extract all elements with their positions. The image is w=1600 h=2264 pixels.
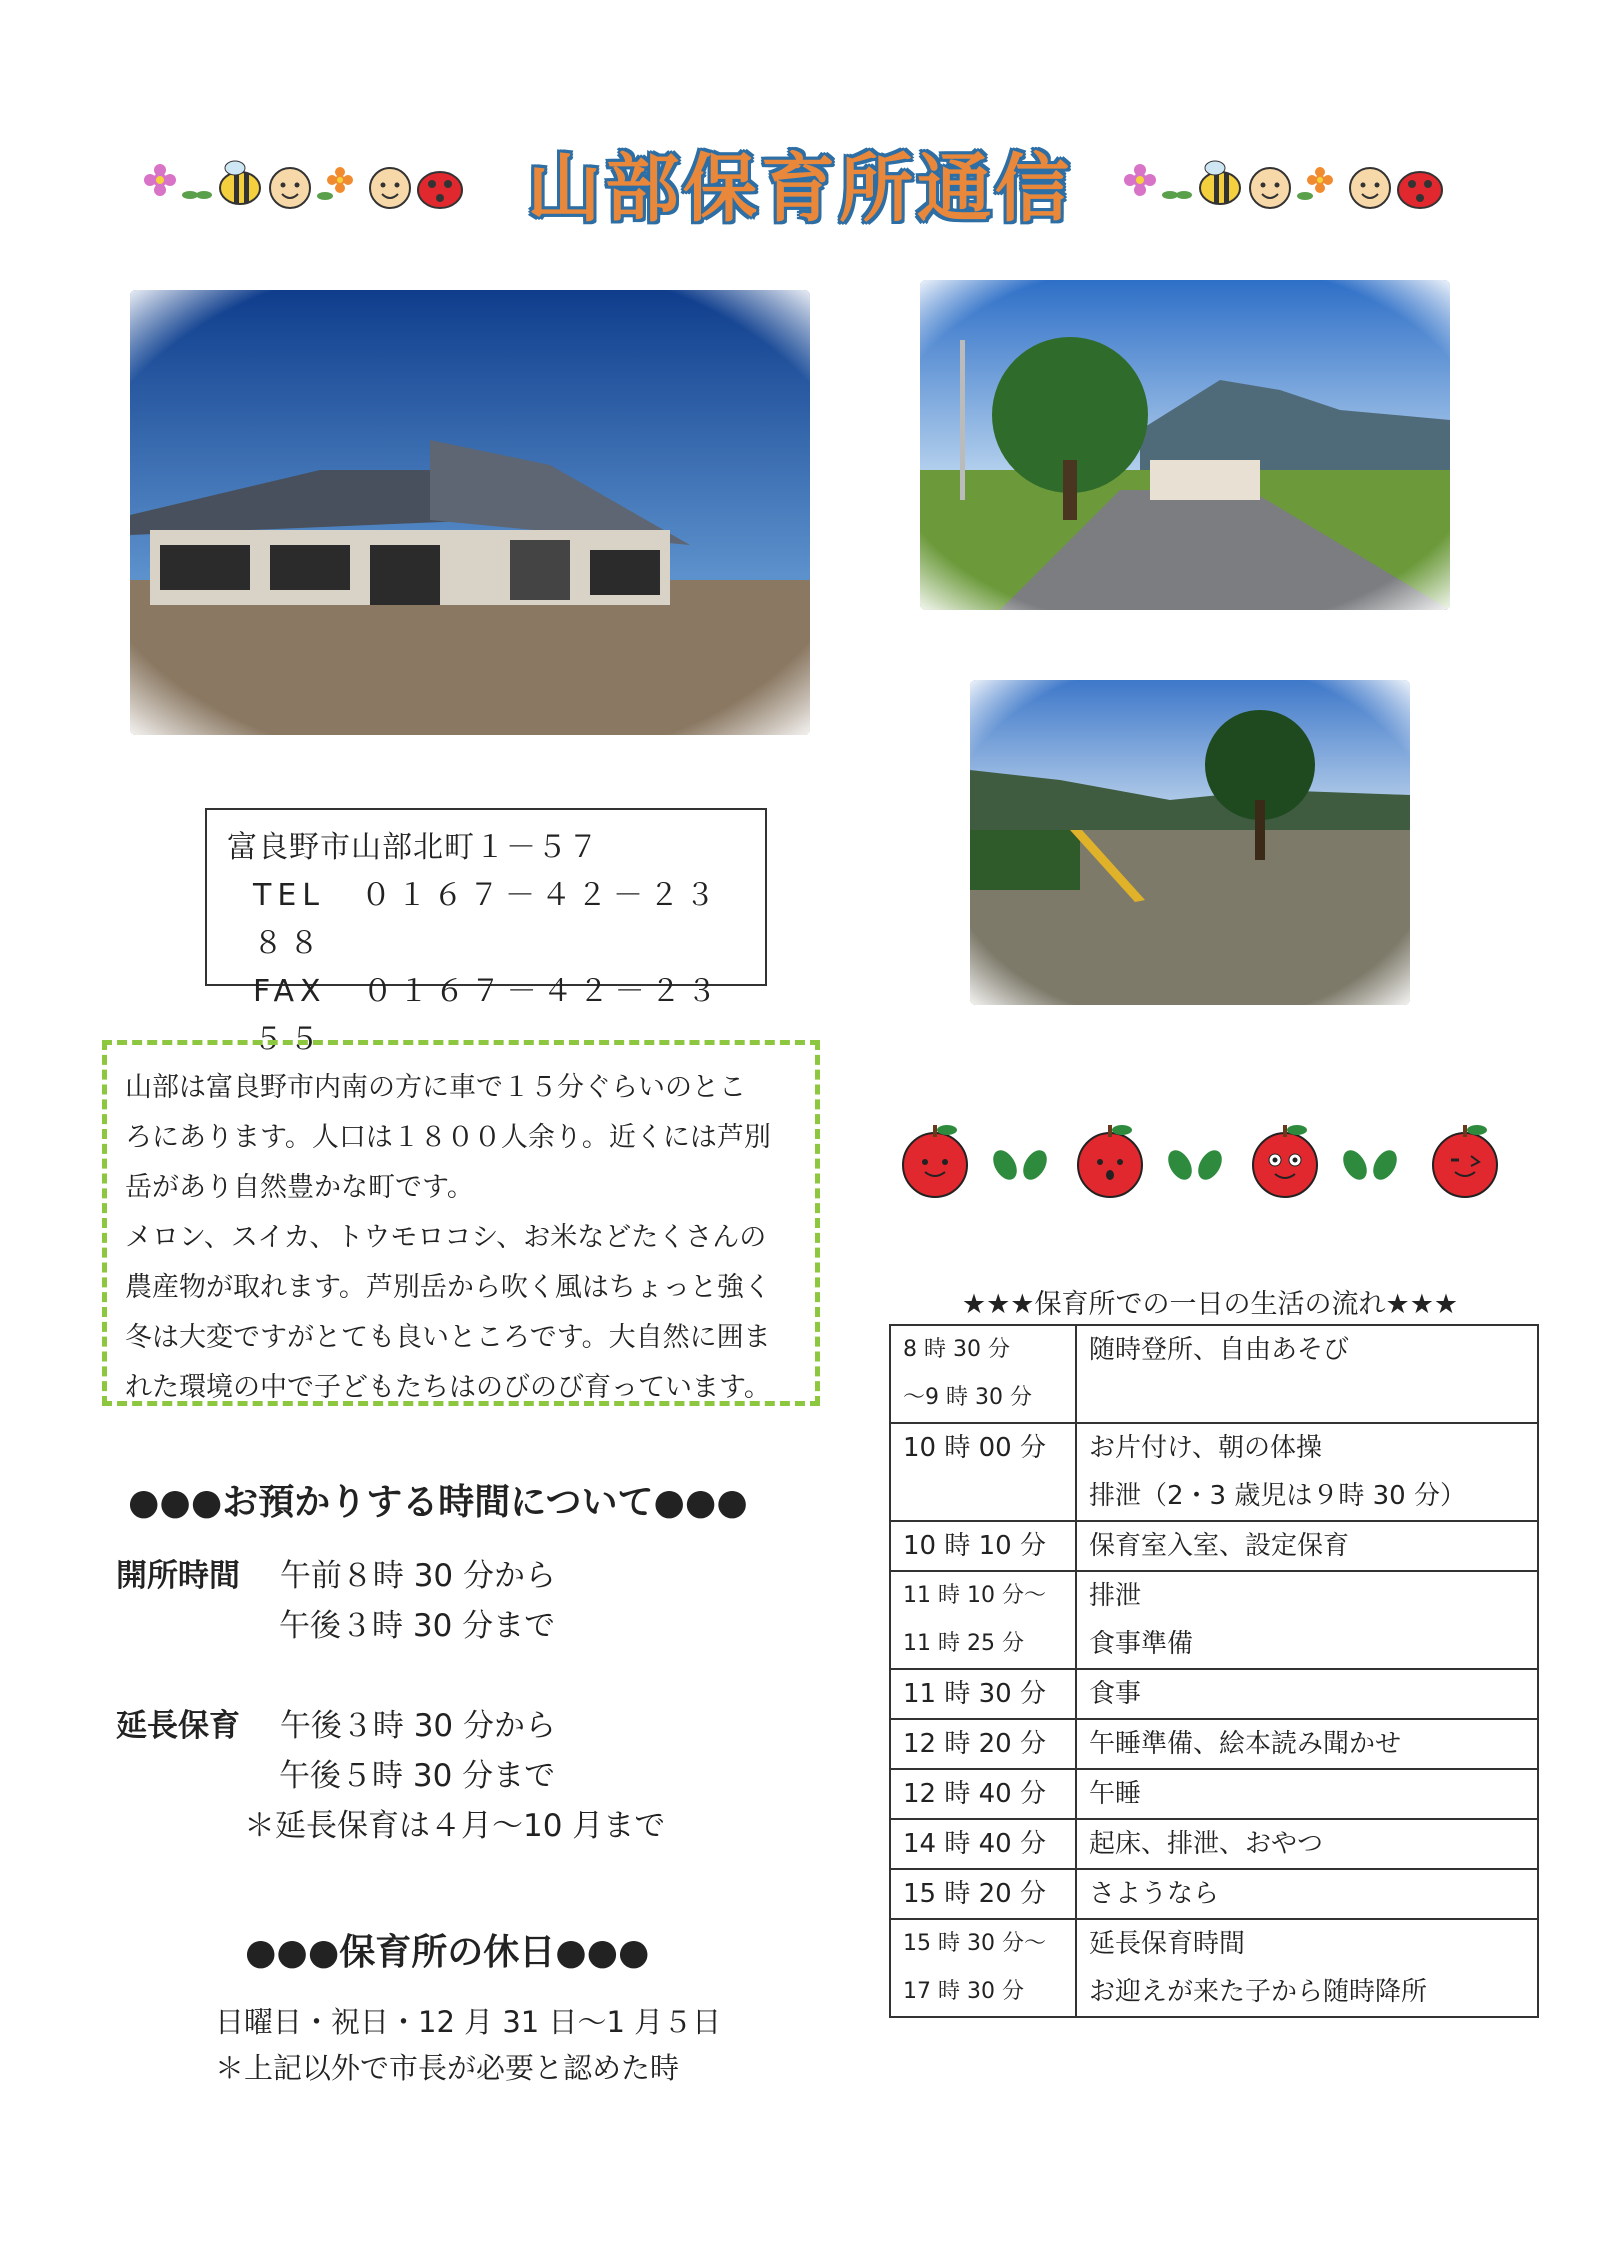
schedule-activity-line: お片付け、朝の体操 [1089, 1433, 1322, 1463]
town-road-photo [920, 280, 1450, 610]
schedule-activity-line: 随時登所、自由あそび [1089, 1335, 1350, 1365]
face-icon [1250, 168, 1290, 208]
face-icon [1350, 168, 1390, 208]
schedule-time-line: 11 時 30 分 [903, 1679, 1046, 1709]
intro-line: れた環境の中で子どもたちはのびのび育っています。 [125, 1372, 771, 1403]
schedule-time-line: 17 時 30 分 [903, 1979, 1024, 2004]
flower-icon [144, 164, 176, 196]
face-icon [270, 168, 310, 208]
apple-icon [1253, 1125, 1317, 1197]
schedule-time-line [903, 1472, 1063, 1520]
schedule-activity-line [1089, 1374, 1525, 1422]
playground-photo [970, 680, 1410, 1005]
ladybug-icon [1398, 172, 1442, 208]
schedule-time [890, 1719, 1076, 1769]
apple-icon [903, 1125, 967, 1197]
open-hours-from: 午前８時 30 分から [279, 1558, 557, 1594]
schedule-time [890, 1869, 1076, 1919]
intro-line: 山部は富良野市内南の方に車で１５分ぐらいのとこ [125, 1072, 746, 1103]
extended-care-from: 午後３時 30 分から [279, 1708, 557, 1744]
schedule-time-line: 12 時 40 分 [903, 1779, 1046, 1809]
schedule-row [890, 1521, 1538, 1571]
open-hours-label: 開所時間 [116, 1558, 240, 1594]
bee-icon [1200, 161, 1240, 204]
hours-heading: ●●●お預かりする時間について●●● [128, 1482, 748, 1523]
schedule-activity-line: 保育室入室、設定保育 [1089, 1531, 1350, 1561]
schedule-activity-line: 排泄 [1089, 1581, 1142, 1611]
apple-icon [1433, 1125, 1497, 1197]
schedule-row [890, 1571, 1538, 1669]
nursery-building-photo [130, 290, 810, 735]
leaf-icon [1338, 1146, 1401, 1184]
schedule-time-line: 11 時 25 分 [903, 1631, 1024, 1656]
leaf-icon [988, 1146, 1051, 1184]
schedule-row [890, 1423, 1538, 1521]
open-hours-to: 午後３時 30 分まで [279, 1608, 556, 1644]
schedule-activity-line: さようなら [1089, 1879, 1220, 1909]
schedule-time-line: 10 時 00 分 [903, 1433, 1046, 1463]
schedule-row [890, 1719, 1538, 1769]
schedule-time [890, 1919, 1076, 2017]
schedule-time-line: 15 時 30 分～ [903, 1931, 1046, 1956]
extended-care-to: 午後５時 30 分まで [279, 1758, 556, 1794]
schedule-time [890, 1571, 1076, 1669]
schedule-activity [1076, 1669, 1538, 1719]
schedule-activity [1076, 1869, 1538, 1919]
schedule-row [890, 1325, 1538, 1423]
schedule-time [890, 1521, 1076, 1571]
schedule-activity [1076, 1423, 1538, 1521]
schedule-time [890, 1769, 1076, 1819]
intro-line: 岳があり自然豊かな町です。 [125, 1172, 474, 1203]
schedule-time-line: 11 時 10 分～ [903, 1583, 1046, 1608]
flower-icon [1297, 167, 1333, 200]
schedule-time-line: 15 時 20 分 [903, 1879, 1046, 1909]
schedule-activity-line: 午睡準備、絵本読み聞かせ [1089, 1729, 1402, 1759]
open-hours-from-row [116, 1550, 556, 1595]
page-title: 山部保育所通信 [527, 146, 1073, 232]
extended-care-from-row [116, 1700, 556, 1745]
leaf-icon [1163, 1146, 1226, 1184]
intro-box [102, 1040, 820, 1406]
schedule-time-line: 8 時 30 分 [903, 1337, 1010, 1362]
schedule-time [890, 1325, 1076, 1423]
schedule-time-line: ～9 時 30 分 [903, 1385, 1032, 1410]
schedule-activity [1076, 1325, 1538, 1423]
schedule-time-line: 12 時 20 分 [903, 1729, 1046, 1759]
schedule-time-line: 10 時 10 分 [903, 1531, 1046, 1561]
apple-decoration [895, 1120, 1535, 1200]
fax-number: FAX ０１６７－４２－２３５５ [253, 974, 723, 1057]
flower-icon [317, 167, 353, 200]
schedule-activity [1076, 1521, 1538, 1571]
schedule-time [890, 1423, 1076, 1521]
schedule-row [890, 1669, 1538, 1719]
apple-icon [1078, 1125, 1142, 1197]
intro-line: 農産物が取れます。芦別岳から吹く風はちょっと強く [125, 1272, 771, 1303]
schedule-time [890, 1669, 1076, 1719]
address-box [205, 808, 767, 1057]
schedule-activity [1076, 1919, 1538, 2017]
schedule-row [890, 1869, 1538, 1919]
schedule-activity-line: 食事準備 [1089, 1629, 1194, 1659]
schedule-activity-line: 延長保育時間 [1089, 1929, 1246, 1959]
intro-line: ろにあります。人口は１８００人余り。近くには芦別 [125, 1122, 771, 1153]
schedule-activity [1076, 1719, 1538, 1769]
daily-schedule-table [889, 1324, 1539, 2018]
holidays-note: ＊上記以外で市長が必要と認めた時 [215, 2051, 680, 2085]
extended-care-note: ＊延長保育は４月～10 月まで [244, 1808, 666, 1844]
intro-line: メロン、スイカ、トウモロコシ、お米などたくさんの [125, 1222, 767, 1253]
extended-care-label: 延長保育 [116, 1708, 240, 1744]
address-line: 富良野市山部北町１－５７ [227, 830, 599, 865]
holidays-heading: ●●●保育所の休日●●● [245, 1932, 650, 1973]
schedule-row [890, 1819, 1538, 1869]
holidays-dates: 日曜日・祝日・12 月 31 日～1 月５日 [215, 2005, 722, 2039]
schedule-activity-line: 起床、排泄、おやつ [1089, 1829, 1324, 1859]
schedule-caption: ★★★保育所での一日の生活の流れ★★★ [961, 1289, 1459, 1320]
intro-line: 冬は大変ですがとても良いところです。大自然に囲ま [125, 1322, 771, 1353]
schedule-activity-line: 午睡 [1089, 1779, 1142, 1809]
face-icon [370, 168, 410, 208]
schedule-activity [1076, 1769, 1538, 1819]
schedule-activity-line: 食事 [1089, 1679, 1142, 1709]
schedule-activity-line: 排泄（2・3 歳児は９時 30 分） [1089, 1481, 1466, 1511]
schedule-activity-line: お迎えが来た子から随時降所 [1089, 1977, 1428, 2007]
tel-number: TEL ０１６７－４２－２３８８ [253, 878, 721, 961]
leaf-icon [182, 191, 212, 199]
schedule-row [890, 1919, 1538, 2017]
schedule-activity [1076, 1571, 1538, 1669]
schedule-time [890, 1819, 1076, 1869]
schedule-row [890, 1769, 1538, 1819]
schedule-time-line: 14 時 40 分 [903, 1829, 1046, 1859]
schedule-activity [1076, 1819, 1538, 1869]
bee-icon [220, 161, 260, 204]
